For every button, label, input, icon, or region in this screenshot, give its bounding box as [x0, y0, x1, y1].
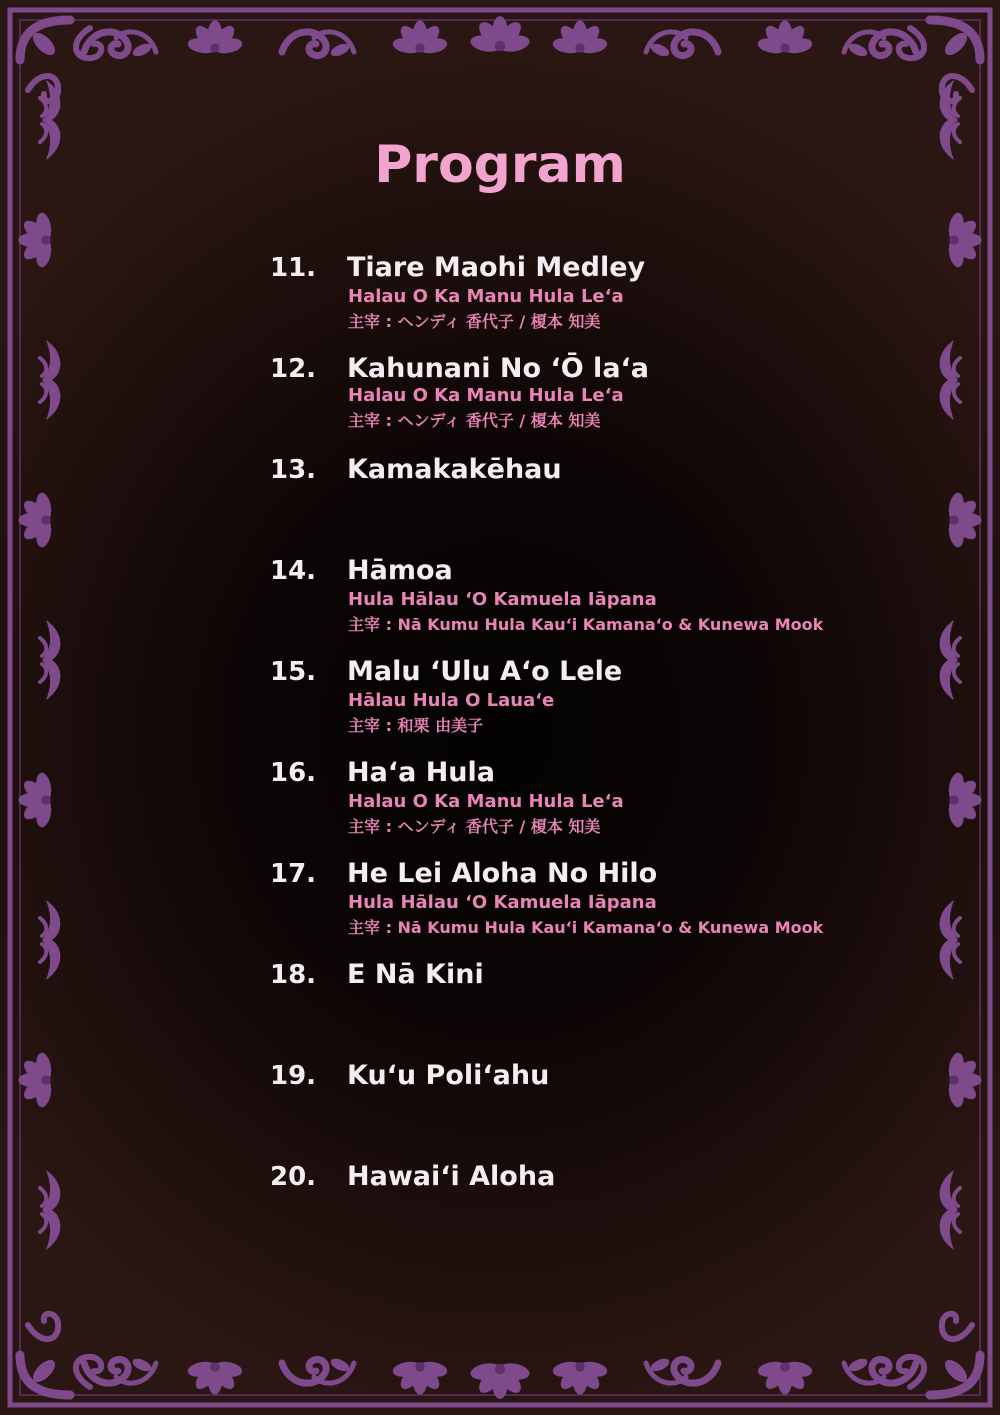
performing-group: Halau O Ka Manu Hula Leʻa — [348, 286, 624, 307]
host-credit: 主宰 : ヘンディ 香代子 / 榎本 知美 — [348, 817, 601, 836]
entry-number: 17. — [270, 859, 317, 889]
entry-number: 18. — [270, 960, 317, 990]
performing-group: Halau O Ka Manu Hula Leʻa — [348, 385, 624, 406]
song-title: Kamakakēhau — [347, 454, 562, 485]
entry-number: 20. — [270, 1162, 317, 1192]
performing-group: Hālau Hula O Lauaʻe — [348, 690, 555, 711]
entry-number: 14. — [270, 556, 317, 586]
song-title: Hawaiʻi Aloha — [347, 1161, 556, 1192]
host-credit: 主宰 : Nā Kumu Hula Kauʻi Kamanaʻo & Kunewa Mook — [348, 918, 824, 937]
song-title: Kuʻu Poliʻahu — [347, 1060, 550, 1091]
song-title: Kahunani No ʻŌ laʻa — [347, 353, 650, 384]
song-title: Haʻa Hula — [347, 757, 495, 788]
song-title: Malu ʻUlu Aʻo Lele — [347, 656, 623, 687]
entry-number: 15. — [270, 657, 317, 687]
song-title: E Nā Kini — [347, 959, 484, 990]
performing-group: Hula Hālau ʻO Kamuela Iāpana — [348, 589, 657, 610]
entry-number: 16. — [270, 758, 317, 788]
song-title: He Lei Aloha No Hilo — [347, 858, 658, 889]
song-title: Hāmoa — [347, 555, 453, 586]
performing-group: Hula Hālau ʻO Kamuela Iāpana — [348, 892, 657, 913]
page-title: Program — [374, 135, 626, 195]
host-credit: 主宰 : 和栗 由美子 — [348, 716, 484, 735]
host-credit: 主宰 : ヘンディ 香代子 / 榎本 知美 — [348, 312, 601, 331]
performing-group: Halau O Ka Manu Hula Leʻa — [348, 791, 624, 812]
song-title: Tiare Maohi Medley — [347, 252, 646, 283]
entry-number: 13. — [270, 455, 317, 485]
entry-number: 11. — [270, 253, 317, 283]
entry-number: 12. — [270, 354, 317, 384]
entry-number: 19. — [270, 1061, 317, 1091]
host-credit: 主宰 : ヘンディ 香代子 / 榎本 知美 — [348, 411, 601, 430]
host-credit: 主宰 : Nā Kumu Hula Kauʻi Kamanaʻo & Kunewa Mook — [348, 615, 824, 634]
